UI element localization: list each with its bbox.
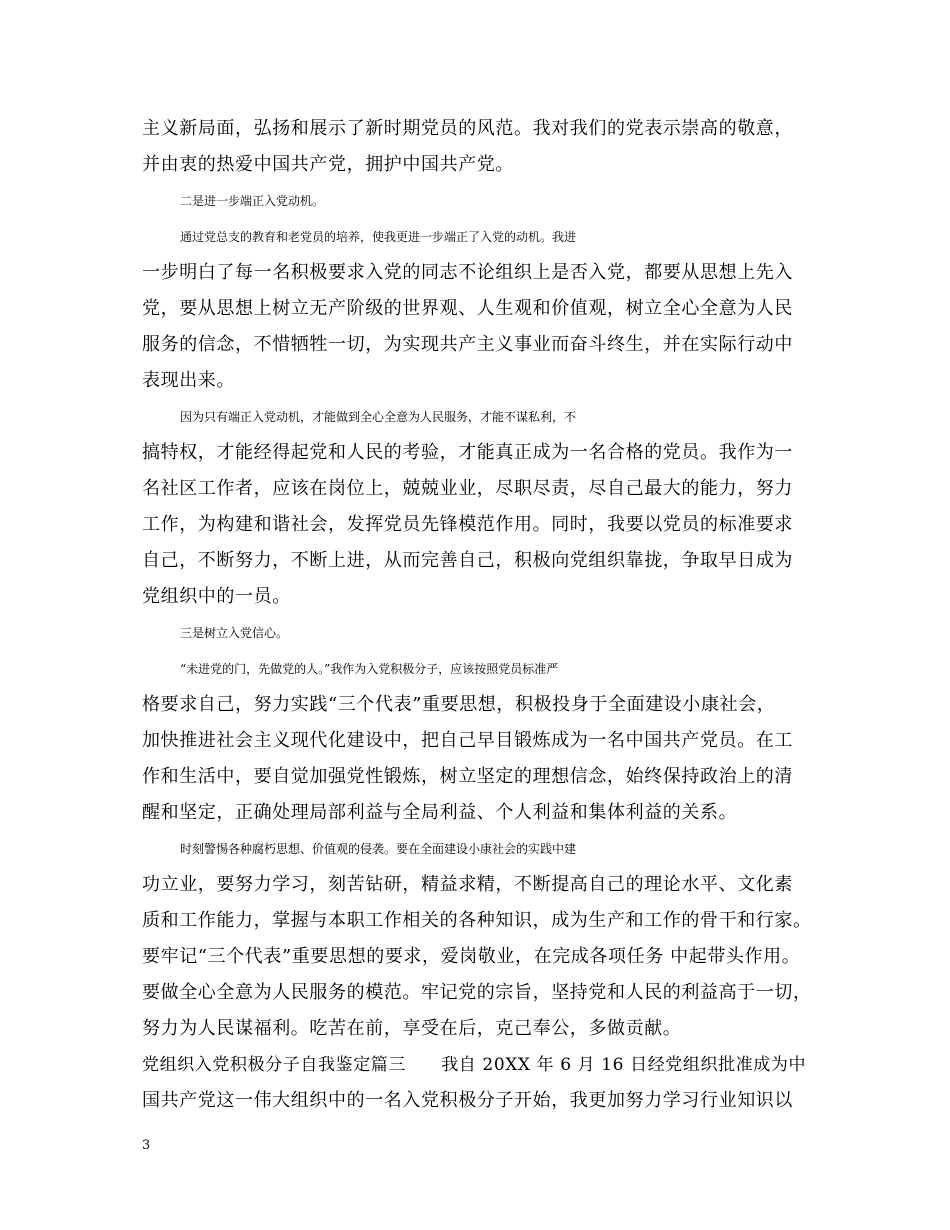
text-line: 功立业，要努力学习，刻苦钻研，精益求精，不断提高自己的理论水平、文化素 xyxy=(142,874,793,895)
text-line: 作和生活中，要自觉加强党性锻炼，树立坚定的理想信念，始终保持政治上的清 xyxy=(142,766,793,787)
text-line: 一步明白了每一名积极要求入党的同志不论组织上是否入党，都要从思想上先入 xyxy=(142,262,793,283)
text-line: 自己，不断努力，不断上进，从而完善自己，积极向党组织靠拢，争取早日成为 xyxy=(142,550,793,571)
text-line: 醒和坚定，正确处理局部利益与全局利益、个人利益和集体利益的关系。 xyxy=(142,802,738,823)
text-line: 名社区工作者，应该在岗位上，兢兢业业，尽职尽责，尽自己最大的能力，努力 xyxy=(142,478,793,499)
text-line: 党，要从思想上树立无产阶级的世界观、人生观和价值观，树立全心全意为人民 xyxy=(142,298,793,319)
text-line: 主义新局面，弘扬和展示了新时期党员的风范。我对我们的党表示崇高的敬意， xyxy=(142,118,793,139)
page-number: 3 xyxy=(142,1138,151,1153)
text-line: 加快推进社会主义现代化建设中，把自己早目锻炼成为一名中国共产党员。在工 xyxy=(142,730,793,751)
text-line: 时刻警惕各种腐朽思想、价值观的侵袭。要在全面建设小康社会的实践中建 xyxy=(180,842,577,856)
text-line: 通过党总支的教育和老党员的培养，使我更进一步端正了入党的动机。我进 xyxy=(180,230,577,244)
text-line: 质和工作能力，掌握与本职工作相关的各种知识，成为生产和工作的骨干和行家。 xyxy=(142,910,812,931)
text-line: 服务的信念，不惜牺牲一切，为实现共产主义事业而奋斗终生，并在实际行动中 xyxy=(142,334,793,355)
text-line: 表现出来。 xyxy=(142,370,235,391)
text-line: 工作，为构建和谐社会，发挥党员先锋模范作用。同时，我要以党员的标准要求 xyxy=(142,514,793,535)
text-line: 国共产党这一伟大组织中的一名入党积极分子开始，我更加努力学习行业知识以 xyxy=(142,1090,793,1111)
section-heading: 二是进一步端正入党动机。 xyxy=(180,194,325,208)
text-line: 搞特权，才能经得起党和人民的考验，才能真正成为一名合格的党员。我作为一 xyxy=(142,442,793,463)
article-title-line: 党组织入党积极分子自我鉴定篇三 我自 20XX 年 6 月 16 日经党组织批准成为中 xyxy=(142,1055,807,1075)
text-line: 要做全心全意为人民服务的模范。牢记党的宗旨，坚持党和人民的利益高于一切， xyxy=(142,982,812,1003)
text-line: “未进党的门，先做党的人。”我作为入党积极分子，应该按照党员标准严 xyxy=(180,662,559,676)
text-line: 努力为人民谋福利。吃苦在前，享受在后，克己奉公，多做贡献。 xyxy=(142,1018,682,1039)
text-line: 党组织中的一员。 xyxy=(142,586,291,607)
text-line: 因为只有端正入党动机，才能做到全心全意为人民服务，才能不谋私利，不 xyxy=(180,410,577,424)
section-heading: 三是树立入党信心。 xyxy=(180,626,289,640)
text-line: 要牢记“三个代表”重要思想的要求，爱岗敬业，在完成各项任务 中起带头作用。 xyxy=(142,946,801,967)
text-line: 格要求自己，努力实践“三个代表”重要思想，积极投身于全面建设小康社会， xyxy=(142,694,776,715)
text-line: 并由衷的热爱中国共产党，拥护中国共产党。 xyxy=(142,154,514,175)
